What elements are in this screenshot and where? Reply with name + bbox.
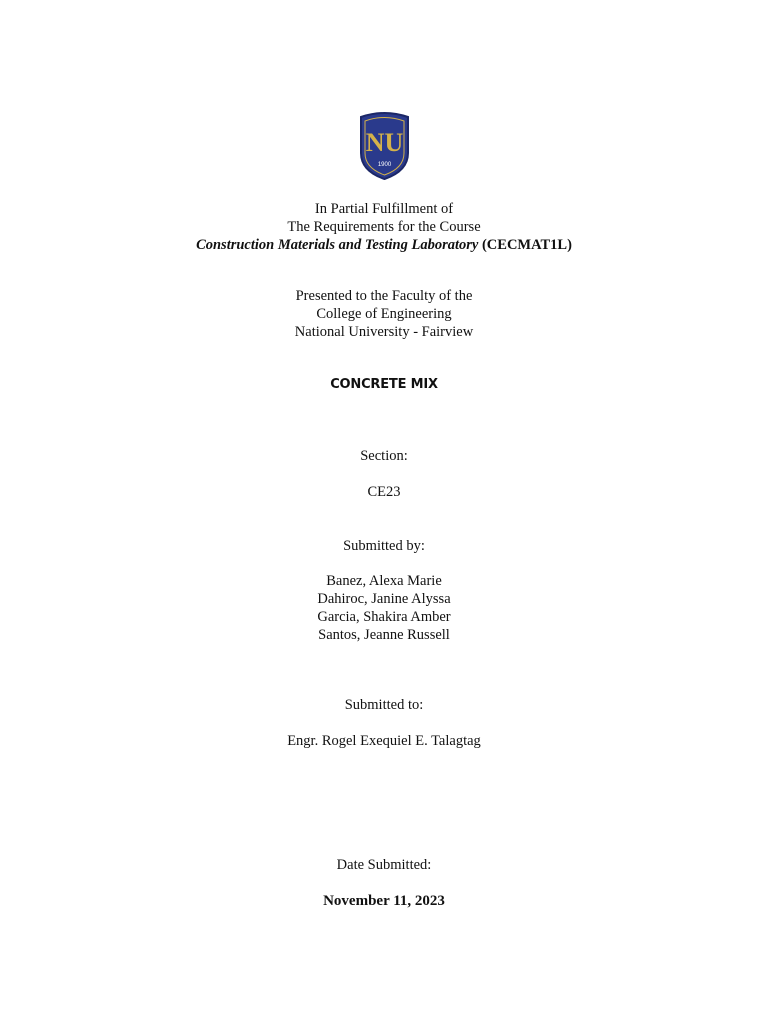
course-name: Construction Materials and Testing Laboratory: [196, 237, 479, 253]
member-name: Santos, Jeanne Russell: [318, 627, 450, 643]
presented-line-1: Presented to the Faculty of the: [295, 288, 473, 304]
presented-line-2: College of Engineering: [316, 306, 452, 322]
course-code: (CECMAT1L): [478, 237, 572, 253]
instructor-name: Engr. Rogel Exequiel E. Talagtag: [287, 733, 481, 749]
submitted-to-label: Submitted to:: [344, 697, 424, 713]
section-value: CE23: [367, 484, 401, 500]
logo-year: 1900: [377, 162, 392, 168]
section-label: Section:: [360, 448, 408, 464]
university-logo: [357, 111, 412, 181]
member-name: Banez, Alexa Marie: [326, 573, 442, 589]
fulfillment-line-1: In Partial Fulfillment of: [314, 201, 454, 217]
member-name: Garcia, Shakira Amber: [317, 609, 451, 625]
date-label: Date Submitted:: [336, 857, 432, 873]
member-name: Dahiroc, Janine Alyssa: [317, 591, 451, 607]
presented-line-3: National University - Fairview: [294, 324, 474, 340]
fulfillment-line-2: The Requirements for the Course: [287, 219, 481, 235]
report-title: CONCRETE MIX: [330, 377, 438, 392]
course-line: [0, 236, 768, 254]
logo-letters: NU: [365, 128, 404, 157]
submitted-by-label: Submitted by:: [343, 538, 425, 554]
date-value: November 11, 2023: [323, 893, 445, 909]
